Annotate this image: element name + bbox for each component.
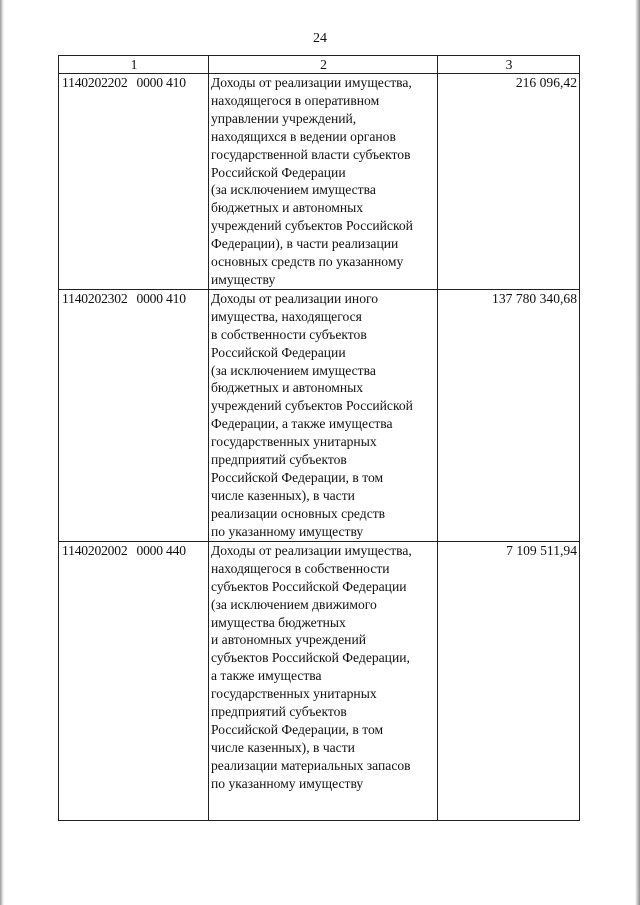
column-header-3: 3 xyxy=(438,56,580,74)
description-line: государственной власти субъектов xyxy=(211,146,411,162)
table-row xyxy=(59,541,580,820)
description-line: Российской Федерации, в том xyxy=(211,721,384,737)
description-line: Российской Федерации xyxy=(211,344,346,360)
amount-cell: 137 780 340,68 xyxy=(438,289,580,541)
description-line: реализации основных средств xyxy=(211,505,386,521)
scan-edge-right xyxy=(635,0,640,905)
description-line: предприятий субъектов xyxy=(211,452,347,468)
description-line: государственных унитарных xyxy=(211,434,377,450)
description-line: Федерации), в части реализации xyxy=(211,236,399,252)
budget-code-cell xyxy=(59,541,209,820)
table-row xyxy=(59,74,580,290)
description-line: Федерации, а также имущества xyxy=(211,416,393,432)
description-line: имущества бюджетных xyxy=(211,614,346,630)
description-line: Российской Федерации xyxy=(211,164,346,180)
description-cell xyxy=(209,541,438,820)
description-line: учреждений субъектов Российской xyxy=(211,398,413,414)
budget-code-cell xyxy=(59,289,209,541)
scan-edge-left xyxy=(0,0,4,905)
description-line: по указанному имуществу xyxy=(211,523,364,539)
budget-code-main: 1140202002 xyxy=(62,542,128,558)
description-line: Доходы от реализации имущества, xyxy=(211,542,412,558)
description-line: (за исключением имущества xyxy=(211,362,376,378)
description-line: субъектов Российской Федерации xyxy=(211,578,407,594)
table-row xyxy=(59,289,580,541)
description-line: числе казенных), в части xyxy=(211,739,355,755)
description-line: находящегося в собственности xyxy=(211,560,390,576)
column-header-1: 1 xyxy=(59,56,209,74)
description-line: основных средств по указанному xyxy=(211,254,404,270)
description-line: предприятий субъектов xyxy=(211,704,347,720)
budget-code-suffix: 0000 410 xyxy=(136,290,186,306)
description-line: в собственности субъектов xyxy=(211,326,367,342)
budget-code-cell xyxy=(59,74,209,290)
description-line: бюджетных и автономных xyxy=(211,200,364,216)
budget-code-suffix: 0000 410 xyxy=(136,75,186,90)
description-line: находящегося в оперативном xyxy=(211,92,380,108)
description-cell xyxy=(209,289,438,541)
table-header-row xyxy=(59,56,580,74)
description-line: субъектов Российской Федерации, xyxy=(211,650,410,666)
description-line: государственных унитарных xyxy=(211,686,377,702)
description-cell xyxy=(209,74,438,290)
description-line: учреждений субъектов Российской xyxy=(211,218,413,234)
description-line: Доходы от реализации иного xyxy=(211,290,379,306)
description-line: находящихся в ведении органов xyxy=(211,128,396,144)
description-line: (за исключением движимого xyxy=(211,596,377,612)
description-line: Российской Федерации, в том xyxy=(211,469,384,485)
page-number: 24 xyxy=(313,31,327,46)
description-line: Доходы от реализации имущества, xyxy=(211,75,412,90)
description-line: реализации материальных запасов xyxy=(211,757,411,773)
description-line: по указанному имуществу xyxy=(211,775,364,791)
description-line: (за исключением имущества xyxy=(211,182,376,198)
description-line: бюджетных и автономных xyxy=(211,380,364,396)
description-line: числе казенных), в части xyxy=(211,487,355,503)
revenue-table xyxy=(58,55,580,821)
budget-code-main: 1140202202 xyxy=(62,75,128,90)
amount-cell: 216 096,42 xyxy=(438,74,580,290)
amount-cell: 7 109 511,94 xyxy=(438,541,580,820)
budget-code-suffix: 0000 440 xyxy=(136,542,186,558)
description-line: имущества, находящегося xyxy=(211,308,362,324)
description-line: и автономных учреждений xyxy=(211,632,366,648)
description-line: а также имущества xyxy=(211,668,322,684)
column-header-2: 2 xyxy=(209,56,438,74)
description-line: управлении учреждений, xyxy=(211,110,357,126)
description-line: имуществу xyxy=(211,271,276,287)
budget-code-main: 1140202302 xyxy=(62,290,128,306)
